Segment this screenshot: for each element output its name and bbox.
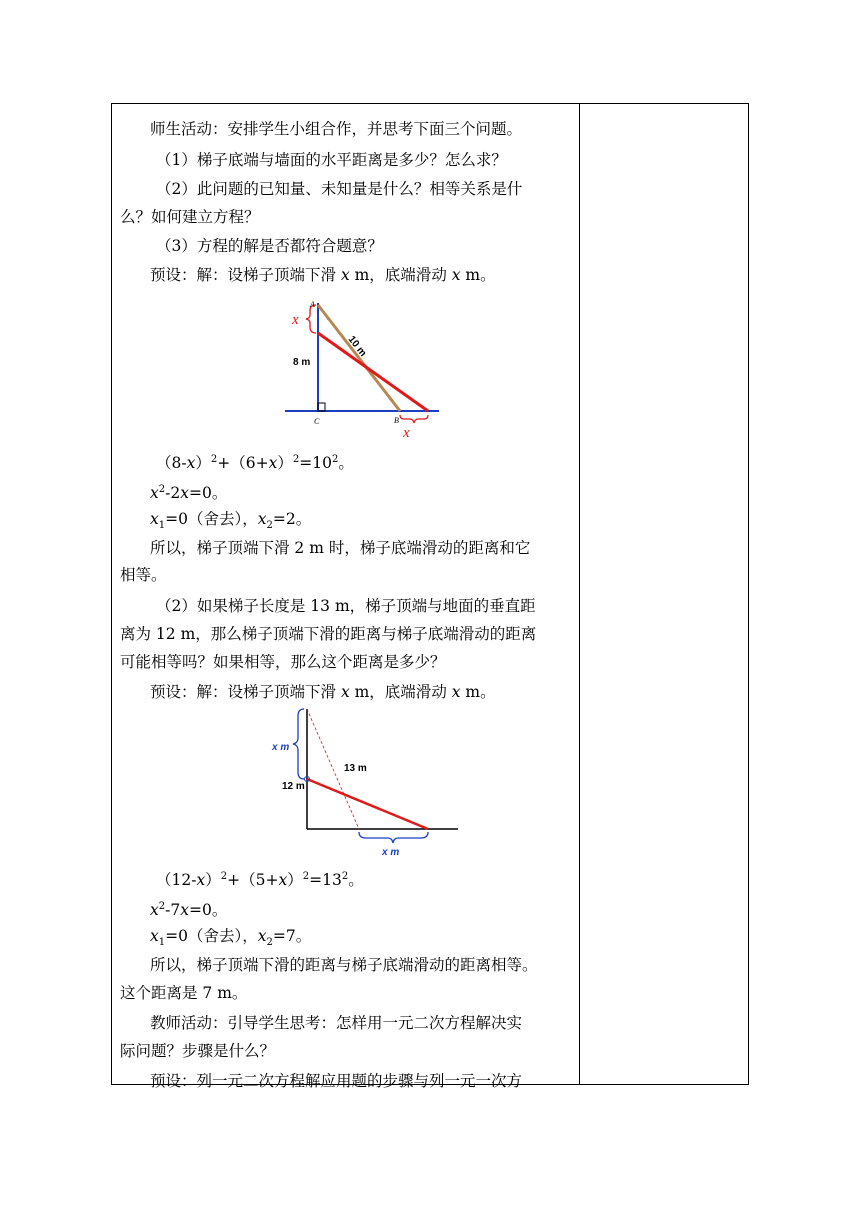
equation-5: $x^2-7x=0$。 [150,901,228,920]
text-line: 相等。 [120,566,167,584]
equation-4: $(12-x)^2+(5+x)^2=13^2$。 [156,871,364,890]
label-height: 12 m [282,781,305,792]
ladder-diagram-1 [282,291,442,441]
equation-6: $x_1=0$（舍去），$x_2=7$。 [150,927,312,949]
label-length: 13 m [344,763,367,774]
equation-2: $x^2-2x=0$。 [150,484,228,503]
x-brace-horizontal [359,832,428,843]
text-line: 么？如何建立方程？ [120,208,260,226]
text-line: 可能相等吗？如果相等，那么这个距离是多少？ [120,653,446,671]
column-divider [579,104,580,1084]
ladder-diagram-2 [262,706,467,861]
text-line: 教师活动：引导学生思考：怎样用一元二次方程解决实 [150,1014,523,1032]
lesson-table [111,103,749,1090]
text-line: 所以，梯子顶端下滑的距离与梯子底端滑动的距离相等。 [150,956,538,974]
label-x-horizontal: x [403,425,410,441]
label-x-m-vertical: x m [272,742,290,753]
text-line: 预设：解：设梯子顶端下滑 x m，底端滑动 x m。 [150,683,496,701]
label-length: 10 m [345,334,369,359]
text-line: （3）方程的解是否都符合题意？ [156,237,383,255]
text-line: 离为 12 m，那么梯子顶端下滑的距离与梯子底端滑动的距离 [120,625,537,643]
text-line: （2）如果梯子长度是 13 m，梯子顶端与地面的垂直距 [156,597,536,615]
label-A: A [310,300,315,309]
x-brace-vertical [306,305,316,333]
text-line: 际问题？步骤是什么？ [120,1042,276,1060]
text-line: 预设：列一元二次方程解应用题的步骤与列一元一次方 [150,1072,523,1090]
x-brace-horizontal [400,415,428,423]
text-line: 预设：解：设梯子顶端下滑 x m，底端滑动 x m。 [150,266,496,284]
label-height: 8 m [293,357,311,368]
text-line: 所以，梯子顶端下滑 2 m 时，梯子底端滑动的距离和它 [150,539,531,557]
equation-3: $x_1=0$（舍去），$x_2=2$。 [150,510,312,532]
ladder-original [318,305,400,411]
label-B: B [394,416,399,425]
equation-1: $(8-x)^2+(6+x)^2=10^2$。 [156,454,354,473]
x-brace-vertical [293,709,304,779]
text-line: （2）此问题的已知量、未知量是什么？相等关系是什 [156,180,523,198]
text-line: （1）梯子底端与墙面的水平距离是多少？怎么求？ [156,151,507,169]
label-x-m-horizontal: x m [382,847,400,858]
ladder-moved [307,779,428,829]
label-x-vertical: x [292,312,299,328]
label-C: C [314,417,320,426]
right-angle-mark [318,403,325,411]
ladder-moved [318,333,428,411]
text-line: 师生活动：安排学生小组合作，并思考下面三个问题。 [150,120,523,138]
text-line: 这个距离是 7 m。 [120,984,248,1002]
